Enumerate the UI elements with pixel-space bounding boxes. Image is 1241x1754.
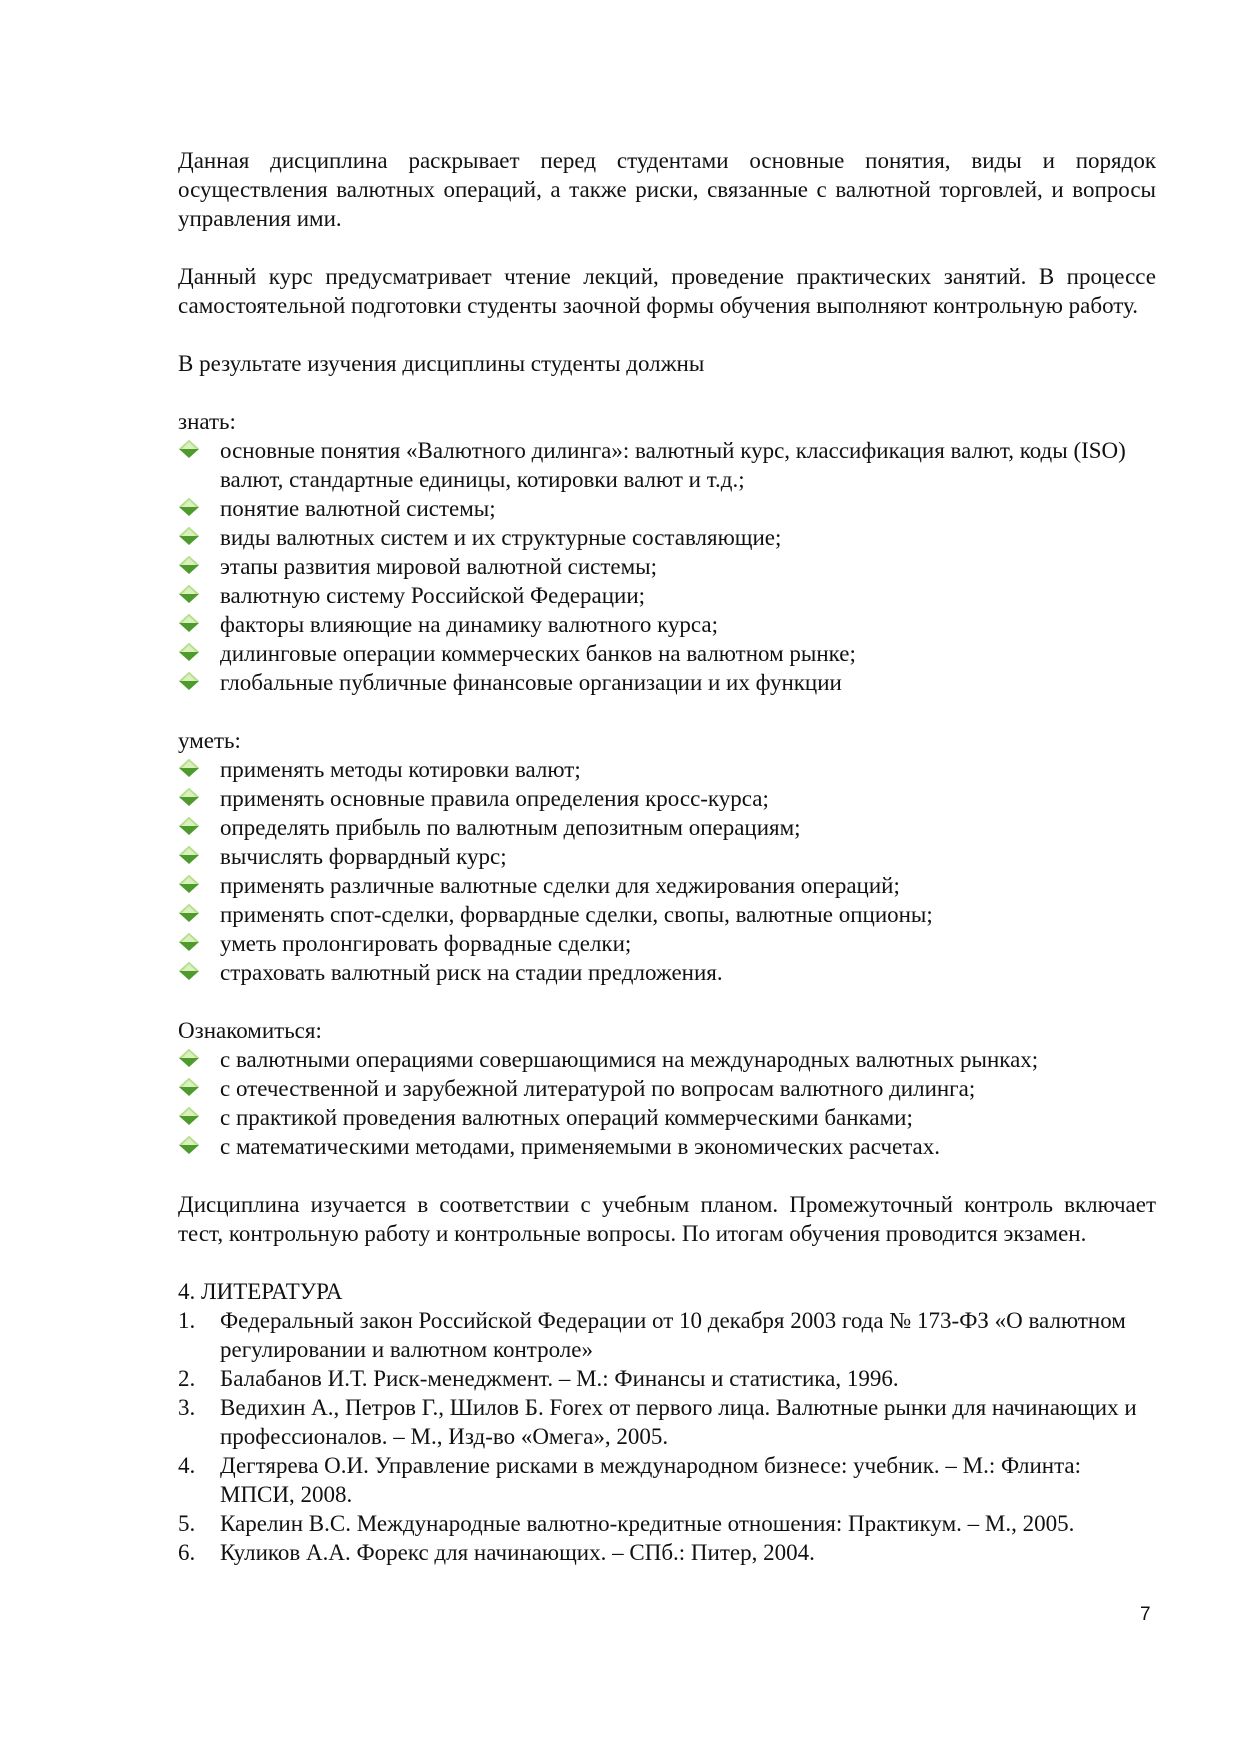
reference-number: 5. xyxy=(178,1511,196,1536)
list-item-text: с валютными операциями совершающимися на международных валютных рынках; xyxy=(220,1047,1039,1072)
green-diamond-icon xyxy=(178,874,200,894)
list-item xyxy=(178,610,1156,639)
reference-number: 2. xyxy=(178,1366,196,1391)
reference-number: 3. xyxy=(178,1395,196,1420)
intro-paragraph: Данная дисциплина раскрывает перед студентами основные понятия, виды и порядок осуществления валютных операций, а также риски, связанные с валютной торговлей, и вопросы управления ими. xyxy=(178,148,1156,231)
list-item xyxy=(178,1074,1156,1103)
literature-heading: 4. ЛИТЕРАТУРА xyxy=(178,1279,343,1304)
list-item-text: с отечественной и зарубежной литературой по вопросам валютного дилинга; xyxy=(220,1076,976,1101)
reference-item xyxy=(178,1364,1156,1393)
green-diamond-icon xyxy=(178,1106,200,1126)
list-item xyxy=(178,494,1156,523)
reference-item xyxy=(178,1538,1156,1567)
page-content xyxy=(178,146,1156,1567)
list-item-text: с практикой проведения валютных операций коммерческими банками; xyxy=(220,1105,913,1130)
literature-list xyxy=(178,1306,1156,1567)
green-diamond-icon xyxy=(178,671,200,691)
green-diamond-icon xyxy=(178,1135,200,1155)
green-diamond-icon xyxy=(178,961,200,981)
reference-number: 1. xyxy=(178,1308,196,1333)
green-diamond-icon xyxy=(178,1077,200,1097)
green-diamond-icon xyxy=(178,932,200,952)
green-diamond-icon xyxy=(178,613,200,633)
list-item-text: вычислять форвардный курс; xyxy=(220,844,507,869)
list-item-text: определять прибыль по валютным депозитным операциям; xyxy=(220,815,801,840)
green-diamond-icon xyxy=(178,816,200,836)
course-paragraph: Данный курс предусматривает чтение лекций, проведение практических занятий. В процессе самостоятельной подготовки студенты заочной формы обучения выполняют контрольную работу. xyxy=(178,264,1156,318)
list-item xyxy=(178,755,1156,784)
green-diamond-icon xyxy=(178,903,200,923)
list-item-text: применять различные валютные сделки для хеджирования операций; xyxy=(220,873,900,898)
green-diamond-icon xyxy=(178,845,200,865)
list-item xyxy=(178,929,1156,958)
list-item xyxy=(178,639,1156,668)
list-item-text: применять основные правила определения кросс-курса; xyxy=(220,786,769,811)
list-item-text: этапы развития мировой валютной системы; xyxy=(220,554,658,579)
reference-number: 6. xyxy=(178,1540,196,1565)
reference-number: 4. xyxy=(178,1453,196,1478)
list-item xyxy=(178,784,1156,813)
list-item-text: валютную систему Российской Федерации; xyxy=(220,583,646,608)
page-number: 7 xyxy=(1140,1604,1151,1625)
list-item xyxy=(178,871,1156,900)
list-item xyxy=(178,668,1156,697)
green-diamond-icon xyxy=(178,497,200,517)
list-item-text: с математическими методами, применяемыми в экономических расчетах. xyxy=(220,1134,941,1159)
reference-text: Дегтярева О.И. Управление рисками в международном бизнесе: учебник. – М.: Флинта: МПСИ, 2008. xyxy=(220,1453,1082,1507)
know-heading: знать: xyxy=(178,409,236,434)
reference-item xyxy=(178,1509,1156,1538)
green-diamond-icon xyxy=(178,1048,200,1068)
can-heading: уметь: xyxy=(178,728,241,753)
list-item-text: основные понятия «Валютного дилинга»: валютный курс, классификация валют, коды (ISO) валют, стандартные единицы, котировки валют и т.д.; xyxy=(220,438,1126,492)
reference-text: Карелин В.С. Международные валютно-кредитные отношения: Практикум. – М., 2005. xyxy=(220,1511,1075,1536)
list-item-text: применять спот-сделки, форвардные сделки, свопы, валютные опционы; xyxy=(220,902,933,927)
list-item xyxy=(178,581,1156,610)
list-item-text: виды валютных систем и их структурные составляющие; xyxy=(220,525,782,550)
reference-text: Федеральный закон Российской Федерации от 10 декабря 2003 года № 173-ФЗ «О валютном регулировании и валютном контроле» xyxy=(220,1308,1126,1362)
list-item xyxy=(178,1132,1156,1161)
list-item xyxy=(178,1103,1156,1132)
list-item-text: дилинговые операции коммерческих банков на валютном рынке; xyxy=(220,641,856,666)
list-item-text: факторы влияющие на динамику валютного курса; xyxy=(220,612,719,637)
reference-text: Ведихин А., Петров Г., Шилов Б. Forex от первого лица. Валютные рынки для начинающих и профессионалов. – М., Изд-во «Омега», 2005. xyxy=(220,1395,1137,1449)
reference-text: Куликов А.А. Форекс для начинающих. – СПб.: Питер, 2004. xyxy=(220,1540,815,1565)
list-item-text: понятие валютной системы; xyxy=(220,496,496,521)
control-paragraph: Дисциплина изучается в соответствии с учебным планом. Промежуточный контроль включает тест, контрольную работу и контрольные вопросы. По итогам обучения проводится экзамен. xyxy=(178,1192,1156,1246)
familiarize-list xyxy=(178,1045,1156,1161)
can-list xyxy=(178,755,1156,987)
list-item xyxy=(178,552,1156,581)
green-diamond-icon xyxy=(178,758,200,778)
list-item xyxy=(178,523,1156,552)
list-item-text: уметь пролонгировать форвадные сделки; xyxy=(220,931,632,956)
list-item-text: страховать валютный риск на стадии предложения. xyxy=(220,960,723,985)
green-diamond-icon xyxy=(178,439,200,459)
result-paragraph: В результате изучения дисциплины студенты должны xyxy=(178,351,705,376)
list-item xyxy=(178,813,1156,842)
know-list xyxy=(178,436,1156,697)
reference-item xyxy=(178,1306,1156,1364)
green-diamond-icon xyxy=(178,642,200,662)
green-diamond-icon xyxy=(178,584,200,604)
reference-item xyxy=(178,1393,1156,1451)
list-item xyxy=(178,1045,1156,1074)
green-diamond-icon xyxy=(178,555,200,575)
list-item-text: применять методы котировки валют; xyxy=(220,757,581,782)
list-item xyxy=(178,900,1156,929)
familiarize-heading: Ознакомиться: xyxy=(178,1018,322,1043)
list-item xyxy=(178,958,1156,987)
reference-text: Балабанов И.Т. Риск-менеджмент. – М.: Финансы и статистика, 1996. xyxy=(220,1366,899,1391)
green-diamond-icon xyxy=(178,526,200,546)
green-diamond-icon xyxy=(178,787,200,807)
list-item xyxy=(178,842,1156,871)
list-item xyxy=(178,436,1156,494)
list-item-text: глобальные публичные финансовые организации и их функции xyxy=(220,670,842,695)
reference-item xyxy=(178,1451,1156,1509)
